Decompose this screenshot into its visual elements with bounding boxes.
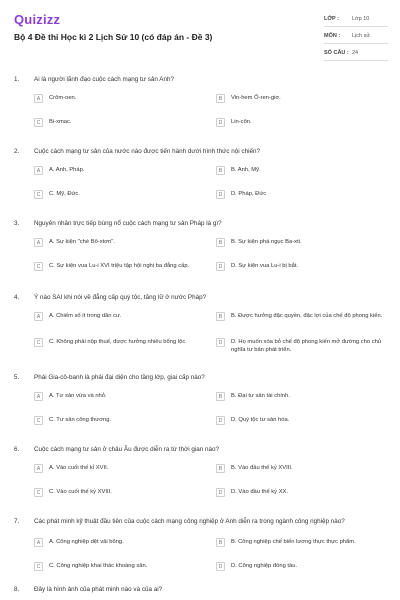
answer-option-a[interactable]	[34, 538, 202, 547]
option-letter-box: C	[34, 416, 43, 425]
option-letter-box: A	[34, 538, 43, 547]
question-number: 7.	[14, 518, 20, 525]
option-letter-box: C	[34, 562, 43, 571]
answer-option-c[interactable]	[34, 118, 202, 127]
question-number: 6.	[14, 446, 20, 453]
answer-option-d[interactable]	[216, 488, 384, 497]
option-text: C. Sự kiện vua Lu-i XVI triệu tập hội nghị ba đẳng cấp.	[49, 263, 190, 269]
option-text: B. Được hưởng đặc quyền, đặc lợi của chế độ phong kiến.	[231, 313, 383, 319]
answer-option-b[interactable]	[216, 238, 384, 247]
meta-value: Lịch sử	[352, 33, 371, 39]
question-number: 2.	[14, 148, 20, 155]
question-number: 8.	[14, 586, 20, 593]
answer-option-a[interactable]	[34, 166, 202, 175]
question-number: 4.	[14, 294, 20, 301]
question-text: Ý nào SAI khi nói về đẳng cấp quý tộc, tăng lữ ở nước Pháp?	[34, 294, 207, 301]
option-letter-box: A	[34, 94, 43, 103]
answer-option-b[interactable]	[216, 392, 384, 401]
option-letter-box: A	[34, 312, 43, 321]
option-text: Vin-hem Ô-ren-giơ.	[231, 95, 281, 101]
question-text: Đây là hình ảnh của phát minh nào và của ai?	[34, 586, 163, 593]
meta-panel	[324, 12, 388, 63]
option-letter-box: B	[216, 94, 225, 103]
question-text: Nguyên nhân trực tiếp bùng nổ cuộc cách mạng tư sản Pháp là gì?	[34, 220, 222, 227]
option-letter-box: B	[216, 238, 225, 247]
answer-option-c[interactable]	[34, 488, 202, 497]
option-text: B. Anh, Mỹ.	[231, 167, 261, 173]
answer-option-d[interactable]	[216, 338, 384, 355]
option-letter-box: B	[216, 312, 225, 321]
option-letter-box: C	[34, 488, 43, 497]
option-text: B. Sự kiện phá ngục Ba-xti.	[231, 239, 302, 245]
option-text: A. Sự kiện "chè Bô-xtơn".	[49, 239, 115, 245]
option-text: Bi-xmac.	[49, 119, 72, 125]
option-text: Crôm-oen.	[49, 95, 77, 101]
option-text: D. Pháp, Đức	[231, 191, 267, 197]
answer-option-c[interactable]	[34, 190, 202, 199]
answer-option-d[interactable]	[216, 190, 384, 199]
option-letter-box: B	[216, 464, 225, 473]
question-text: Phái Gia-cô-banh là phái đại diện cho tầng lớp, giai cấp nào?	[34, 374, 205, 381]
option-letter-box: B	[216, 166, 225, 175]
option-letter-box: D	[216, 488, 225, 497]
answer-option-a[interactable]	[34, 94, 202, 103]
option-letter-box: A	[34, 464, 43, 473]
answer-option-d[interactable]	[216, 262, 384, 271]
answer-option-a[interactable]	[34, 392, 202, 401]
answer-option-d[interactable]	[216, 118, 384, 127]
answer-option-b[interactable]	[216, 312, 384, 321]
answer-option-b[interactable]	[216, 94, 384, 103]
option-letter-box: D	[216, 190, 225, 199]
question-text: Cuộc cách mạng tư sản của nước nào được tiến hành dưới hình thức nội chiến?	[34, 148, 260, 155]
option-text: C. Tư sản công thương.	[49, 417, 112, 423]
meta-row-subject	[324, 29, 388, 44]
answer-option-c[interactable]	[34, 562, 202, 571]
answer-option-a[interactable]	[34, 464, 202, 473]
answer-option-b[interactable]	[216, 464, 384, 473]
question-number: 1.	[14, 76, 20, 83]
meta-label: SỐ CÂU :	[324, 50, 349, 56]
option-text: D. Họ muốn xóa bỏ chế độ phong kiến mở đường cho chủ nghĩa tư bản phát triển.	[231, 339, 382, 353]
option-text: A. Vào cuối thế kỉ XVII.	[49, 465, 109, 471]
answer-option-d[interactable]	[216, 562, 384, 571]
answer-option-b[interactable]	[216, 538, 384, 547]
option-text: Lin-côn.	[231, 119, 252, 125]
worksheet-title: Bộ 4 Đề thi Học kì 2 Lịch Sử 10 (có đáp án - Đề 3)	[14, 32, 213, 42]
answer-option-b[interactable]	[216, 166, 384, 175]
option-letter-box: B	[216, 392, 225, 401]
option-letter-box: D	[216, 118, 225, 127]
option-letter-box: C	[34, 338, 43, 347]
question-number: 3.	[14, 220, 20, 227]
option-letter-box: A	[34, 392, 43, 401]
answer-option-d[interactable]	[216, 416, 384, 425]
answer-option-a[interactable]	[34, 238, 202, 247]
option-letter-box: A	[34, 166, 43, 175]
option-text: A. Chiếm số ít trong dân cư.	[49, 313, 122, 319]
question-number: 5.	[14, 374, 20, 381]
option-letter-box: D	[216, 562, 225, 571]
option-letter-box: D	[216, 416, 225, 425]
meta-row-class	[324, 12, 388, 27]
option-text: A. Anh, Pháp.	[49, 167, 85, 173]
quizizz-logo: Quizizz	[14, 12, 61, 27]
question-text: Các phát minh kỹ thuật đầu tiên của cuộc cách mạng công nghiệp ở Anh diễn ra trong ngành công nghiệp nào?	[34, 518, 345, 525]
answer-option-c[interactable]	[34, 416, 202, 425]
option-letter-box: D	[216, 262, 225, 271]
meta-label: LỚP :	[324, 16, 339, 22]
meta-label: MÔN :	[324, 33, 341, 39]
worksheet-header	[0, 0, 400, 66]
option-text: D. Vào đầu thế kỷ XX.	[231, 489, 289, 495]
option-letter-box: B	[216, 538, 225, 547]
question-text: Ai là người lãnh đạo cuộc cách mạng tư sản Anh?	[34, 76, 174, 83]
option-letter-box: C	[34, 262, 43, 271]
option-text: B. Công nghiệp chế biến lương thực thực phẩm.	[231, 539, 356, 545]
meta-value: 24	[352, 50, 359, 56]
option-letter-box: A	[34, 238, 43, 247]
option-text: D. Sự kiện vua Lu-i bị bắt.	[231, 263, 299, 269]
option-text: C. Mỹ, Đức.	[49, 191, 80, 197]
option-letter-box: C	[34, 190, 43, 199]
option-text: D. Công nghiệp đóng tàu.	[231, 563, 298, 569]
option-letter-box: D	[216, 338, 225, 347]
answer-option-a[interactable]	[34, 312, 202, 321]
meta-value: Lớp 10	[352, 16, 370, 22]
option-text: B. Đại tư sản tài chính.	[231, 393, 290, 399]
answer-option-c[interactable]	[34, 338, 202, 347]
answer-option-c[interactable]	[34, 262, 202, 271]
option-text: C. Công nghiệp khai thác khoáng sản.	[49, 563, 148, 569]
option-text: B. Vào đầu thế kỷ XVIII.	[231, 465, 293, 471]
meta-row-count	[324, 46, 388, 61]
option-text: C. Không phải nộp thuế, được hưởng nhiều bổng lộc.	[49, 339, 187, 345]
option-text: D. Quý tộc tư sản hóa.	[231, 417, 290, 423]
question-text: Cuộc cách mạng tư sản ở châu Âu được diễn ra từ thời gian nào?	[34, 446, 220, 453]
option-letter-box: C	[34, 118, 43, 127]
option-text: C. Vào cuối thế kỷ XVIII.	[49, 489, 112, 495]
option-text: A. Công nghiệp dệt vải bông.	[49, 539, 124, 545]
option-text: A. Tư sản vừa và nhỏ.	[49, 393, 107, 399]
